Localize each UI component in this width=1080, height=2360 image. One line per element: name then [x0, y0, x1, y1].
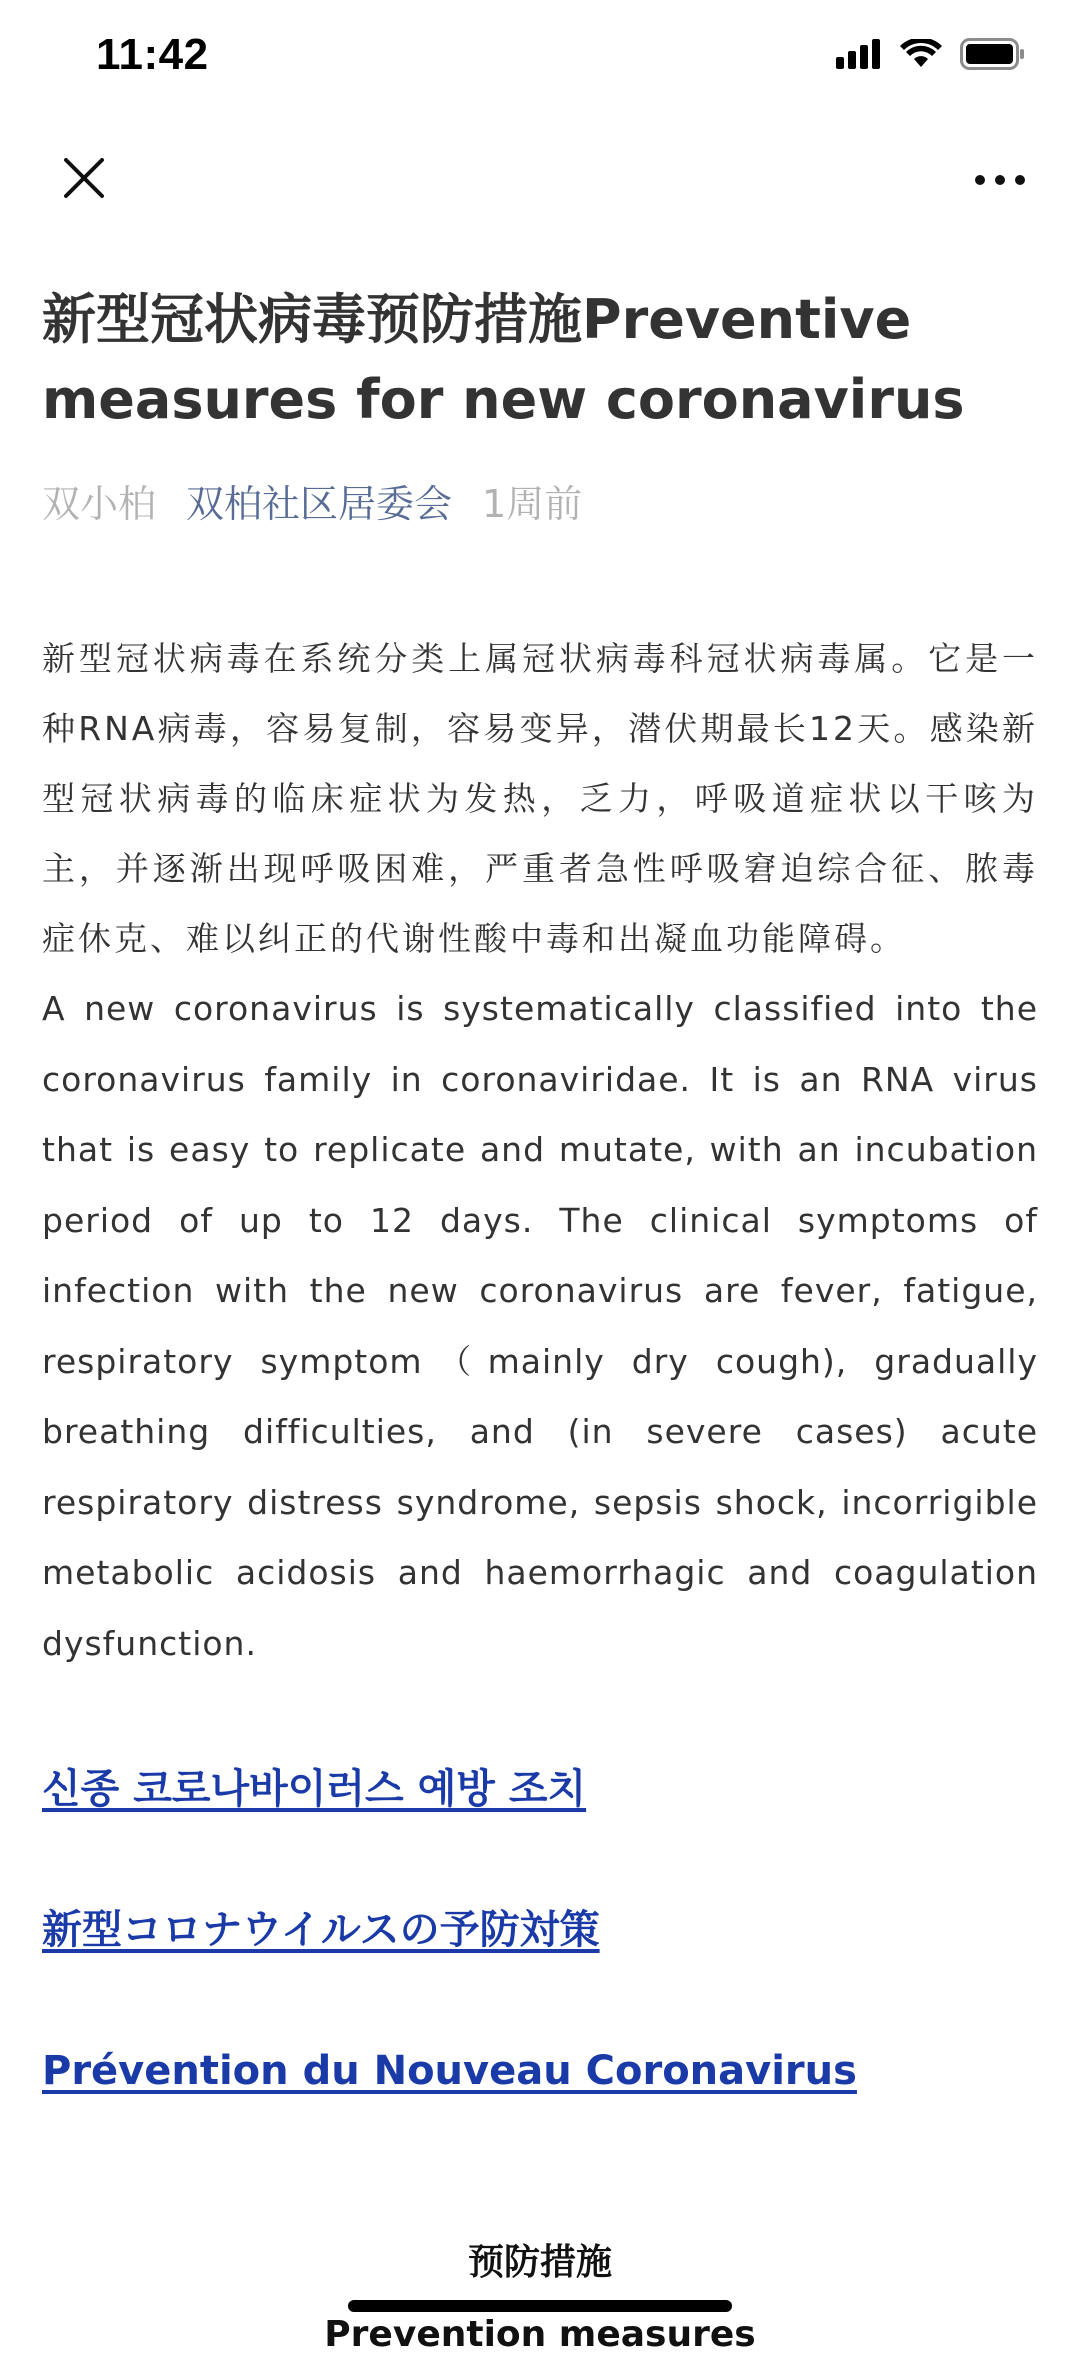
article-body: [42, 624, 1038, 1679]
paragraph-english: A new coronavirus is systematically classified into the coronavirus family in coronaviridae. It is an RNA virus that is easy to replicate and mutate, with an incubation period of up to 12 days. The clinical symptoms of infection with the new coronavirus are fever, fatigue, respiratory symptom（mainly dry cough), gradually breathing difficulties, and (in severe cases) acute respiratory distress syndrome, sepsis shock, incorrigible metabolic acidosis and haemorrhagic and coagulation dysfunction.: [42, 989, 1038, 1663]
close-button[interactable]: [52, 148, 116, 212]
link-japanese[interactable]: 新型コロナウイルスの予防対策: [42, 1907, 600, 1953]
status-time: 11:42: [96, 30, 209, 79]
article-title: 新型冠状病毒预防措施Preventive measures for new coronavirus: [42, 288, 965, 431]
close-icon: [62, 156, 106, 204]
status-icons: [836, 38, 1026, 74]
status-bar: [0, 0, 1080, 120]
link-french[interactable]: Prévention du Nouveau Coronavirus: [42, 2048, 857, 2094]
account-name-link[interactable]: 双柏社区居委会: [186, 482, 453, 526]
section-heading: 预防措施: [467, 2242, 612, 2283]
link-korean[interactable]: 신종 코로나바이러스 예방 조치: [42, 1766, 587, 1812]
nav-bar: [0, 130, 1080, 240]
article: [42, 280, 1038, 2182]
article-meta: [42, 476, 1038, 532]
language-links: [42, 1759, 1038, 2101]
battery-icon: [960, 38, 1026, 74]
more-horizontal-icon: [974, 171, 1026, 190]
cellular-signal-icon: [836, 39, 882, 73]
home-indicator[interactable]: [348, 2300, 732, 2312]
publish-time: 1周前: [482, 482, 583, 526]
paragraph-chinese: 新型冠状病毒在系统分类上属冠状病毒科冠状病毒属。它是一种RNA病毒，容易复制，容易变异，潜伏期最长12天。感染新型冠状病毒的临床症状为发热，乏力，呼吸道症状以干咳为主，并逐渐出现呼吸困难，严重者急性呼吸窘迫综合征、脓毒症休克、难以纠正的代谢性酸中毒和出凝血功能障碍。: [42, 639, 1038, 958]
more-options-button[interactable]: [960, 148, 1040, 212]
wifi-icon: [900, 39, 942, 73]
section-heading-english: Prevention measures: [324, 2314, 756, 2355]
article-author: 双小柏: [42, 482, 157, 526]
